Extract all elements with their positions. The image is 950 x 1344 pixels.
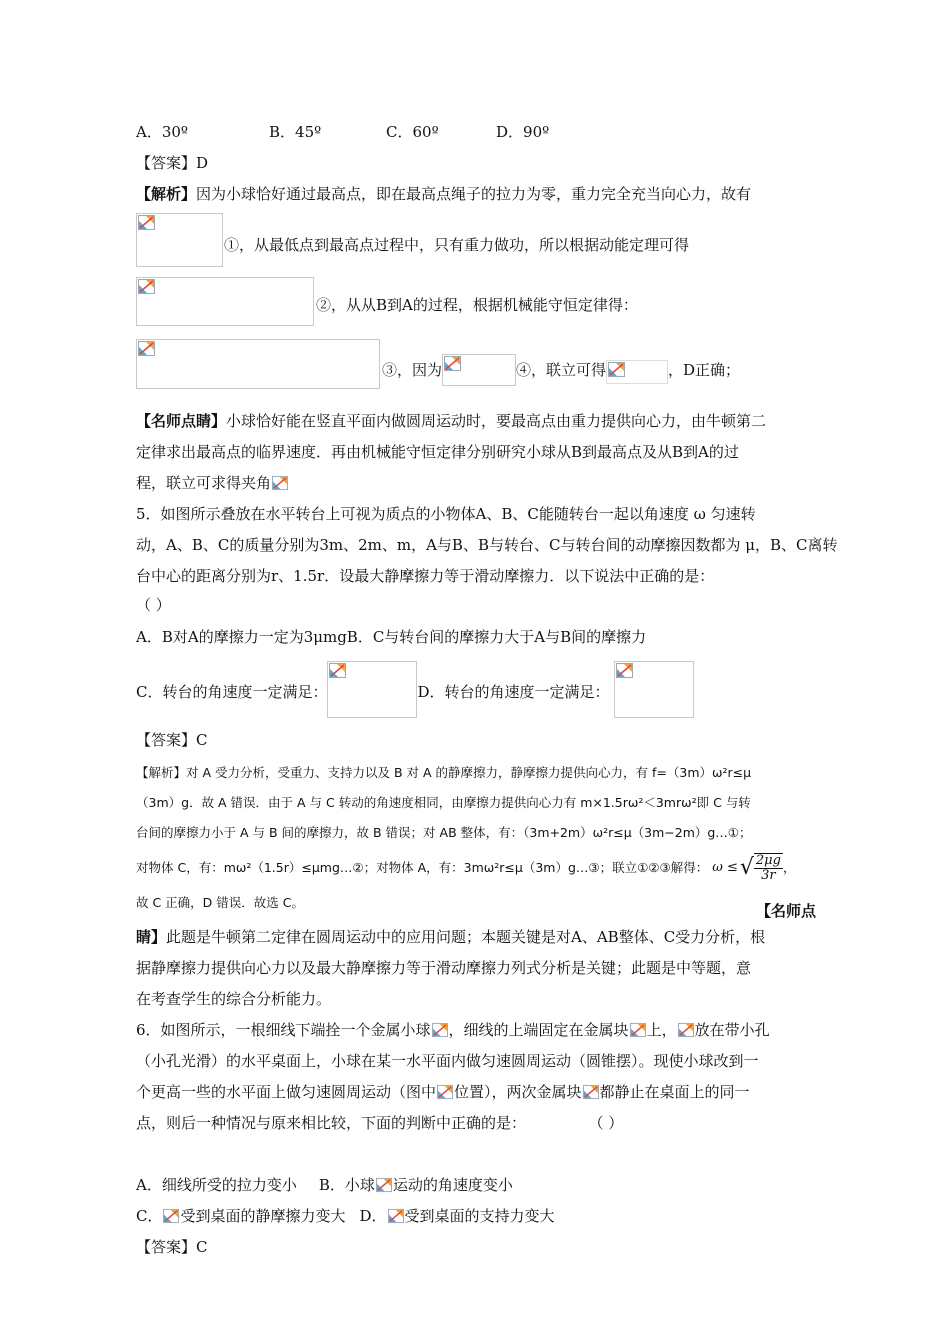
q6-option-c-text: 受到桌面的静摩擦力变大 — [180, 1207, 346, 1225]
analysis-text: ①，从最低点到最高点过程中，只有重力做功，所以根据动能定理可得 — [224, 236, 690, 254]
fraction-numerator: 2μg — [755, 853, 781, 868]
q6-stem-line2: （小孔光滑）的水平桌面上，小球在某一水平面内做匀速圆周运动（圆锥摆）。现使小球改到一 — [136, 1052, 759, 1070]
q6-paren: （ ） — [596, 1114, 624, 1132]
q6-option-b-text: 运动的角速度变小 — [392, 1176, 513, 1194]
broken-image-icon — [444, 356, 461, 371]
fraction-denominator: 3r — [761, 868, 776, 883]
q5-option-c: C．转台的角速度一定满足： — [136, 683, 328, 701]
formula-image-placeholder — [327, 661, 417, 718]
q5-stem-line2: 动，A、B、C的质量分别为3m、2m、m，A与B、B与转台、C与转台间的动摩擦因数都为 μ，B、C离转 — [136, 536, 838, 554]
q6-text: 6．如图所示，一根细线下端拴一个金属小球 — [136, 1021, 431, 1039]
tip-text: 程，联立可求得夹角 — [136, 474, 272, 492]
q4-eq3-row — [136, 337, 816, 389]
q4-tip-line2: 定律求出最高点的临界速度．再由机械能守恒定律分别研究小球从B到最高点及从B到A的过 — [136, 443, 739, 461]
analysis-text: ，D正确； — [668, 361, 741, 379]
q6-text: 上， — [646, 1021, 677, 1039]
q5-stem-line1: 5．如图所示叠放在水平转台上可视为质点的小物体A、B、C能随转台一起以角速度 ω 匀速转 — [136, 505, 756, 523]
broken-image-icon — [163, 1208, 179, 1224]
q6-option-d: D． — [359, 1207, 387, 1225]
analysis-tag: 【解析】 — [136, 185, 197, 203]
comma: ， — [782, 860, 796, 875]
analysis-text: ②，从从B到A的过程，根据机械能守恒定律得： — [316, 296, 638, 314]
q4-eq1-row — [136, 211, 816, 267]
formula-image-placeholder — [442, 354, 516, 386]
broken-image-icon — [678, 1022, 694, 1038]
formula-image-placeholder — [136, 213, 223, 267]
document-page — [136, 120, 838, 1263]
q6-text: 都静止在桌面上的同一 — [599, 1083, 750, 1101]
broken-image-icon — [616, 663, 633, 678]
q6-stem-line3 — [136, 1077, 816, 1108]
tip-text: 此题是牛顿第二定律在圆周运动中的应用问题；本题关键是对A、AB整体、C受力分析，根 — [166, 928, 766, 946]
q5-analysis — [136, 758, 816, 918]
q5-tip-line3: 在考查学生的综合分析能力。 — [136, 990, 332, 1008]
sqrt-fraction — [754, 853, 783, 883]
q5-tip-line2: 据静摩擦力提供向心力以及最大静摩擦力等于滑动摩擦力列式分析是关键；此题是中等题，意 — [136, 959, 752, 977]
broken-image-icon — [630, 1022, 646, 1038]
q6-text: 点，则后一种情况与原来相比较，下面的判断中正确的是： — [136, 1114, 527, 1132]
q6-stem-line4 — [136, 1108, 816, 1139]
q4-tip-line3 — [136, 468, 816, 499]
tip-tag: 睛】 — [136, 928, 167, 946]
tip-text: 小球恰好能在竖直平面内做圆周运动时，要最高点由重力提供向心力，由牛顿第二 — [226, 412, 767, 430]
q6-text: 个更高一些的水平面上做匀速圆周运动（图中 — [136, 1083, 437, 1101]
tip-tag: 【名师点睛】 — [136, 412, 227, 430]
formula-image-placeholder — [136, 277, 314, 326]
q5-answer: 【答案】C — [136, 731, 208, 749]
analysis-line: 台间的摩擦力小于 A 与 B 间的摩擦力，故 B 错误；对 AB 整体，有：（3m+2m）ω²r≤μ（3m−2m）g…①； — [136, 825, 752, 840]
q5-paren: （ ） — [136, 596, 171, 614]
broken-image-icon — [608, 362, 625, 377]
q6-option-d-text: 受到桌面的支持力变大 — [404, 1207, 555, 1225]
broken-image-icon — [329, 663, 346, 678]
q4-option-d: D．90º — [496, 123, 550, 141]
q5-option-d: D．转台的角速度一定满足： — [417, 683, 610, 701]
q5-tip-line1 — [136, 922, 816, 953]
q6-options-cd — [136, 1201, 816, 1232]
q4-answer: 【答案】D — [136, 154, 209, 172]
q6-answer: 【答案】C — [136, 1238, 208, 1256]
analysis-text: 对物体 C，有：mω²（1.5r）≤μmg…②；对物体 A，有：3mω²r≤μ（3m）g…③；联立①②③解得： — [136, 860, 709, 875]
analysis-text: ③，因为 — [382, 361, 443, 379]
analysis-line-with-formula — [136, 848, 816, 888]
q4-tip-line1 — [136, 406, 816, 437]
q4-eq2-row — [136, 276, 816, 326]
broken-image-icon — [388, 1208, 404, 1224]
broken-image-icon — [376, 1177, 392, 1193]
q6-stem-line1 — [136, 1015, 816, 1046]
formula-image-placeholder — [606, 360, 668, 384]
analysis-text: ④，联立可得 — [516, 361, 607, 379]
q4-option-b: B．45º — [269, 123, 322, 141]
broken-image-icon — [432, 1022, 448, 1038]
q6-text: ，细线的上端固定在金属块 — [448, 1021, 629, 1039]
q6-option-a: A．细线所受的拉力变小 — [136, 1176, 297, 1194]
omega-inequality — [712, 853, 783, 883]
broken-image-icon — [138, 215, 155, 230]
formula-image-placeholder — [136, 339, 380, 389]
q6-options-ab — [136, 1170, 816, 1201]
q6-option-b: B．小球 — [318, 1176, 375, 1194]
analysis-line — [136, 888, 816, 918]
q6-option-c: C． — [136, 1207, 163, 1225]
q4-option-a: A．30º — [136, 123, 188, 141]
analysis-line: （3m）g．故 A 错误．由于 A 与 C 转动的角速度相同，由摩擦力提供向心力有 m×1.5rω²＜3mrω²即 C 与转 — [136, 795, 751, 810]
analysis-text: 因为小球恰好通过最高点，即在最高点绳子的拉力为零，重力完全充当向心力，故有 — [196, 185, 752, 203]
q6-text: 放在带小孔 — [694, 1021, 770, 1039]
omega-symbol: ω ≤ — [712, 860, 738, 875]
analysis-line: 【解析】对 A 受力分析，受重力、支持力以及 B 对 A 的静摩擦力，静摩擦力提供向心力，有 f=（3m）ω²r≤μ — [136, 765, 752, 780]
q4-analysis-line1 — [136, 179, 816, 210]
q6-text: 位置），两次金属块 — [454, 1083, 582, 1101]
q4-option-c: C．60º — [386, 123, 439, 141]
analysis-text: 故 C 正确，D 错误．故选 C。 — [136, 895, 304, 910]
broken-image-icon — [583, 1084, 599, 1100]
sqrt-sign: √ — [739, 855, 754, 880]
broken-image-icon — [437, 1084, 453, 1100]
broken-image-icon — [272, 475, 288, 491]
q5-option-ab: A．B对A的摩擦力一定为3μmgB．C与转台间的摩擦力大于A与B间的摩擦力 — [136, 628, 647, 646]
q5-stem-line3: 台中心的距离分别为r、1.5r．设最大静摩擦力等于滑动摩擦力．以下说法中正确的是： — [136, 567, 715, 585]
broken-image-icon — [138, 279, 155, 294]
broken-image-icon — [138, 341, 155, 356]
q5-option-cd-row — [136, 660, 816, 718]
q4-options — [136, 117, 816, 148]
formula-image-placeholder — [614, 661, 694, 718]
tip-tag: 【名师点 — [755, 902, 816, 920]
